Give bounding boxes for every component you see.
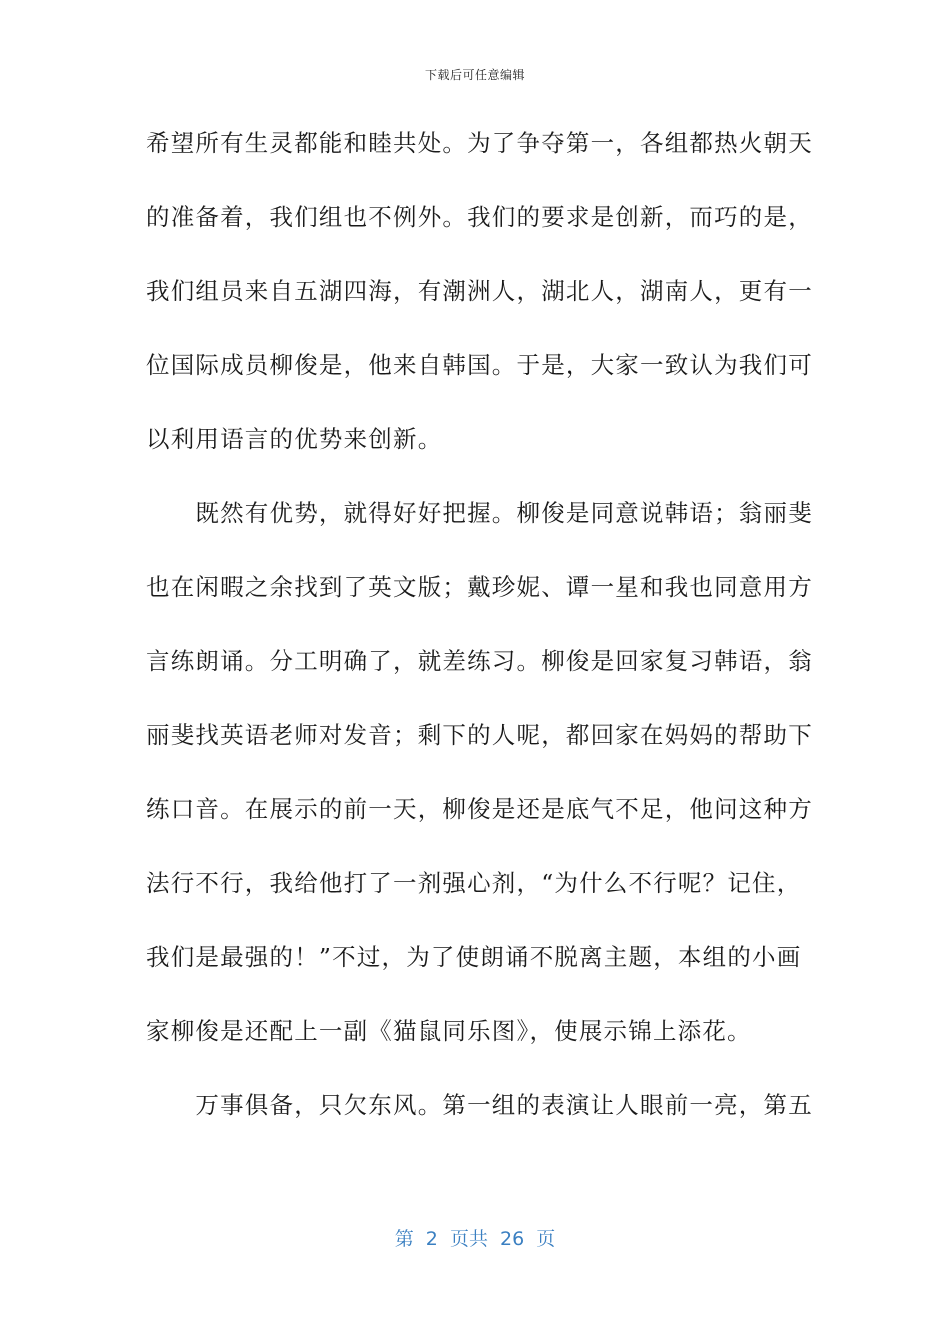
- body-line: 位国际成员柳俊是，他来自韩国。于是，大家一致认为我们可: [146, 351, 813, 379]
- body-line: 的准备着，我们组也不例外。我们的要求是创新，而巧的是，: [146, 203, 813, 231]
- body-line: 希望所有生灵都能和睦共处。为了争夺第一，各组都热火朝天: [146, 129, 813, 157]
- document-body: [146, 118, 813, 1154]
- body-line: 练口音。在展示的前一天，柳俊是还是底气不足，他问这种方: [146, 795, 813, 823]
- body-line: 法行不行，我给他打了一剂强心剂，“为什么不行呢？记住，: [146, 869, 802, 897]
- body-line: 我们是最强的！”不过，为了使朗诵不脱离主题，本组的小画: [146, 943, 802, 971]
- body-line: 也在闲暇之余找到了英文版；戴珍妮、谭一星和我也同意用方: [146, 573, 813, 601]
- body-line: 既然有优势，就得好好把握。柳俊是同意说韩语；翁丽斐: [146, 499, 813, 527]
- body-line: 丽斐找英语老师对发音；剩下的人呢，都回家在妈妈的帮助下: [146, 721, 813, 749]
- page-number-footer: 第 2 页共 26 页: [394, 1228, 556, 1250]
- body-line: 以利用语言的优势来创新。: [146, 425, 443, 453]
- body-line: 家柳俊是还配上一副《猫鼠同乐图》，使展示锦上添花。: [146, 1017, 752, 1045]
- body-line: 万事俱备，只欠东风。第一组的表演让人眼前一亮，第五: [146, 1091, 813, 1119]
- body-line: 言练朗诵。分工明确了，就差练习。柳俊是回家复习韩语，翁: [146, 647, 813, 675]
- body-line: 我们组员来自五湖四海，有潮洲人，湖北人，湖南人，更有一: [146, 277, 813, 305]
- page-header: 下载后可任意编辑: [424, 68, 525, 82]
